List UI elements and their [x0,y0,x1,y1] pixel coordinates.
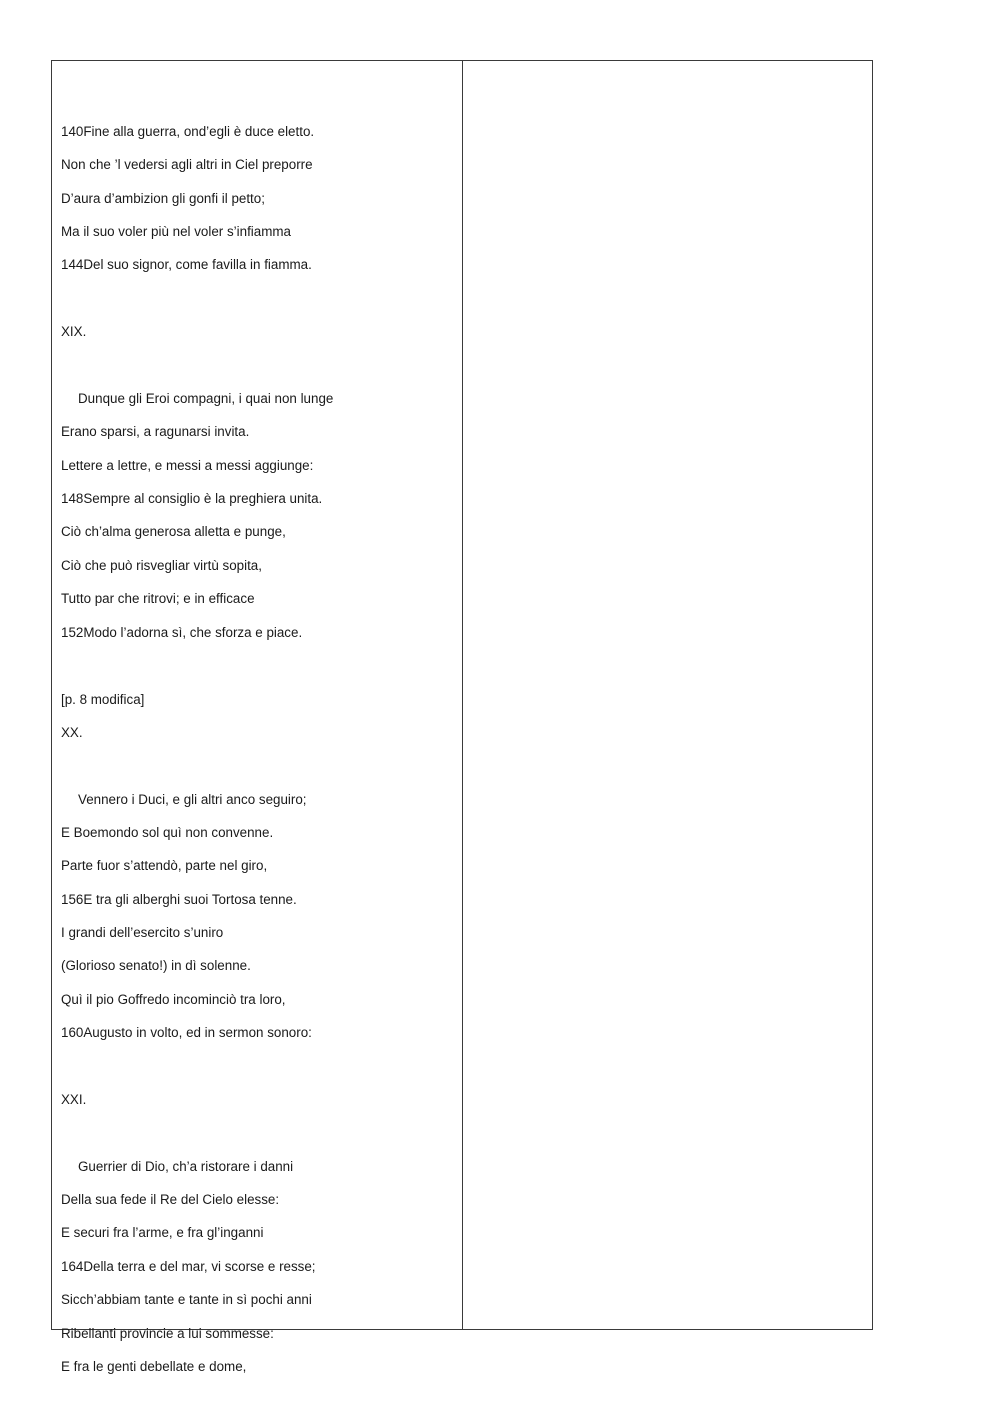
stanza-number: XX. [61,725,83,740]
verse-line: Quì il pio Goffredo incominciò tra loro, [61,992,286,1007]
verse-line: 144Del suo signor, come favilla in fiamma. [61,257,312,272]
verse-line: E securi fra l’arme, e fra gl’inganni [61,1225,264,1240]
verse-line: Ma il suo voler più nel voler s’infiamma [61,224,291,239]
verse-line: (Glorioso senato!) in dì solenne. [61,958,251,973]
left-column [52,61,463,1374]
verse-line: E Boemondo sol quì non convenne. [61,825,274,840]
verse-line: Erano sparsi, a ragunarsi invita. [61,424,250,439]
verse-line: 140Fine alla guerra, ond’egli è duce eletto. [61,124,315,139]
verse-line: 160Augusto in volto, ed in sermon sonoro: [61,1025,312,1040]
verse-line: Guerrier di Dio, ch’a ristorare i danni [78,1159,294,1174]
verse-line: Della sua fede il Re del Cielo elesse: [61,1192,280,1207]
verse-line: I grandi dell’esercito s’uniro [61,925,224,940]
verse-line: D’aura d’ambizion gli gonfi il petto; [61,191,265,206]
verse-line: 148Sempre al consiglio è la preghiera unita. [61,491,323,506]
verse-line: E fra le genti debellate e dome, [61,1359,247,1374]
stanza-number: XIX. [61,324,87,339]
verse-line: Non che ’l vedersi agli altri in Ciel preporre [61,157,313,172]
verse-line: Parte fuor s’attendò, parte nel giro, [61,858,268,873]
verse-line: Ciò che può risvegliar virtù sopita, [61,558,262,573]
verse-line: Lettere a lettre, e messi a messi aggiunge: [61,458,314,473]
stanza-number: XXI. [61,1092,87,1107]
verse-line: Tutto par che ritrovi; e in efficace [61,591,255,606]
verse-line: Dunque gli Eroi compagni, i quai non lunge [78,391,334,406]
verse-line: Sicch’abbiam tante e tante in sì pochi anni [61,1292,312,1307]
verse-line: 152Modo l’adorna sì, che sforza e piace. [61,625,303,640]
verse-line: 156E tra gli alberghi suoi Tortosa tenne. [61,892,297,907]
verse-line: Vennero i Duci, e gli altri anco seguiro; [78,792,307,807]
verse-line: 164Della terra e del mar, vi scorse e resse; [61,1259,316,1274]
verse-line: Ribellanti provincie a lui sommesse: [61,1326,274,1341]
page-marker-link[interactable]: [p. 8 modifica] [61,692,145,707]
right-column [463,61,872,1329]
verse-line: Ciò ch’alma generosa alletta e punge, [61,524,286,539]
text-table [51,60,873,1374]
